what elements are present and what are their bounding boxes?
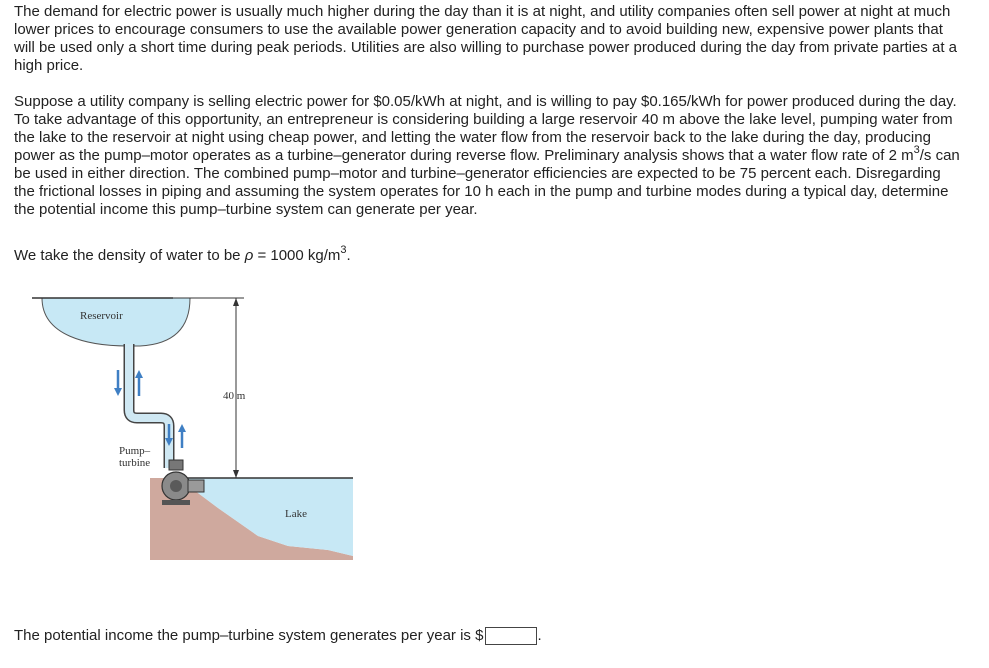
pump-label-line1: Pump– [119, 445, 151, 457]
density-prefix: We take the density of water to be [14, 247, 245, 264]
height-arrow-top [233, 298, 239, 306]
density-statement [14, 244, 964, 265]
pump-label-line2: turbine [119, 457, 151, 469]
flow-arrow-down-1-head [114, 388, 122, 396]
problem-paragraph-intro: The demand for electric power is usually much higher during the day than it is at night, and utility companies often sell power at night at much lower prices to encourage consumers to use the available power generation capacity and to avoid building new, expensive power plants that will be used only a short time during peak periods. Utilities are also willing to purchase power produced during the day from private parties at a high price. [14, 3, 957, 74]
reservoir-basin [42, 298, 190, 346]
pump-turbine-hub [170, 480, 182, 492]
answer-line [14, 626, 542, 646]
density-suffix: . [346, 247, 351, 264]
reservoir-label: Reservoir [80, 310, 123, 322]
pumped-storage-figure [28, 288, 368, 568]
pumped-storage-diagram [28, 288, 368, 568]
density-symbol: ρ [244, 247, 254, 264]
scenario-superscript: 3 [913, 144, 920, 156]
density-superscript: 3 [340, 244, 347, 256]
flow-arrow-up-2-head [178, 424, 186, 432]
density-value: = 1000 kg/m [253, 247, 341, 264]
height-label: 40 m [223, 390, 246, 402]
scenario-text-part2: /s can be used in either direction. The combined pump–motor and turbine–generator efficiencies are expected to be 75 percent each. Disregarding the frictional losses in piping and assuming the system operates for 10 h each in the pump and turbine modes during a typical day, determine the potential income this pump–turbine system can generate per year. [14, 147, 960, 218]
pump-motor-housing [169, 460, 183, 470]
answer-input[interactable] [485, 627, 537, 645]
flow-arrow-up-1-head [135, 370, 143, 378]
scenario-text-part1: Suppose a utility company is selling electric power for $0.05/kWh at night, and is willing to pay $0.165/kWh for power produced during the day. To take advantage of this opportunity, an entrepreneur is considering building a large reservoir 40 m above the lake level, pumping water from the lake to the reservoir at night using cheap power, and letting the water flow from the reservoir back to the lake during the day, producing power as the pump–motor operates as a turbine–generator during reverse flow. Preliminary analysis shows that a water flow rate of 2 m [14, 93, 957, 164]
lake-label: Lake [285, 508, 307, 520]
height-arrow-bottom [233, 470, 239, 478]
pump-base [162, 500, 190, 505]
problem-paragraph-scenario [14, 93, 964, 219]
question-text: The potential income the pump–turbine system generates per year is $ [14, 627, 484, 644]
pump-outlet [188, 480, 204, 492]
question-trailing: . [537, 627, 542, 644]
